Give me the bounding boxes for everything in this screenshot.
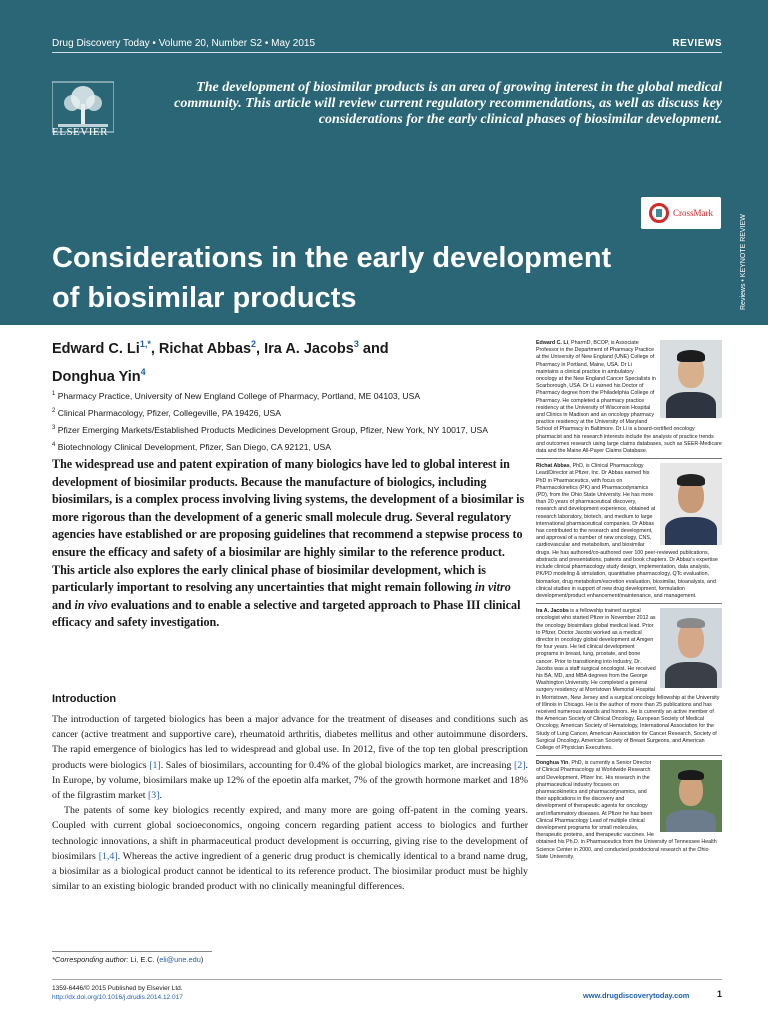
section-heading: Introduction — [52, 693, 117, 705]
page-number: 1 — [717, 989, 723, 999]
paragraph: The patents of some key biologics recently expired, and many more are going off-patent in the coming years. Coupled with current global socioeconomics, ongoing concern regarding patient access to biologics and further technologic innovations, a shift in pharmaceutical product development is occurring, giving rise to the development of biosimilars [1,4]. Whereas the active ingredient of a generic drug product is chemically identical to a brand name drug, a biosimilar as a biological product cannot be identical to its reference product. The biosimilar product must be highly similar to an existing biologic branded product with no clinically meaningful differences. — [52, 805, 528, 893]
crossmark-badge[interactable] — [641, 197, 721, 229]
author-bio: Edward C. Li, PharmD, BCOP, is Associate Professor in the Department of Pharmacy Practice at the University of New England (UNE) College of Pharmacy in Portland, Maine, USA. Dr Li maintains a clinical practice in ambulatory oncology at the New England Cancer Specialists in Scarborough, USA. Dr Li earned his Doctor of Pharmacy degree from the Philadelphia College of Pharmacy. He completed a pharmacy practice residency at the University of Wisconsin Hospital and Clinics in Madison and an oncology pharmacy practice residency at the University of Maryland School of Pharmacy in Baltimore. Dr Li is a board-certified oncology pharmacist and his research interests include the analysis of practice trends and outcomes research using large claims databases, such as SEER-Medicare data and the Maine All-Payer Claims Database. — [536, 340, 722, 455]
author-bio: Donghua Yin, PhD, is currently a Senior Director of Clinical Pharmacology at Worldwide Research and Development, Pfizer Inc. His research in the pharmaceutical industry focuses on pharmacokinetics and pharmacodynamics, and their applications in the discovery and development of therapeutic agents for oncology and inflammatory diseases. At Pfizer he has been Clinical Pharmacology Lead of multiple clinical development programs for small molecules, therapeutic proteins, and therapeutic vaccines. He obtained his Ph.D. in Pharmaceutics from the University of Tennessee Health Science Center in 2000, and conducted postdoctoral research at the Ohio State University. — [536, 760, 722, 861]
corresponding-author-note: *Corresponding author: Li, E.C. (eli@une.edu) — [52, 955, 204, 964]
author-name: Richat Abbas — [158, 340, 252, 357]
crossmark-label: CrossMark — [673, 208, 713, 218]
bio-divider — [536, 755, 722, 756]
journal-line: Drug Discovery Today • Volume 20, Number S2 • May 2015 — [52, 38, 316, 49]
header-rule — [52, 52, 722, 53]
author-bio: Richat Abbas, PhD, is Clinical Pharmacology Lead/Director at Pfizer, Inc. Dr Abbas earned his PhD in Pharmaceutics, with focus on Pharmacokinetics (PK) and Pharmacodynamics (PD), from the Ohio State University. He has more than 20 years of pharmaceutical discovery, research and development experience, obtained at research laboratory, biotech, and medium to large international pharmaceutical companies. Dr Abbas has contributed to the research and development, and approval of a number of new oncology, CNS, cardiovascular and metabolism, and biosimilar drugs. He has authored/co-authored over 100 peer-reviewed publications, abstracts and presentations, patents and book chapters. Dr Abbas's expertise include clinical pharmacology study design, implementation, data analysis, PK/PD modeling & simulation, quantitative pharmacology, QTc evaluation, biomarker, drug metabolism/excretion evaluation, biosimilar, bioanalysis, and clinical studies in support of new drug development, formulation development/product enhancement/maintenance, and management. — [536, 463, 722, 600]
footer-rule — [52, 979, 722, 980]
publisher-name: ELSEVIER — [52, 126, 108, 138]
author-photo — [660, 340, 722, 418]
author-sup[interactable]: 1,* — [139, 339, 151, 349]
affiliation: $^2$ Clinical Pharmacology, Pfizer, Collegeville, PA 19426, USA — [52, 407, 281, 418]
footnote-rule — [52, 951, 212, 952]
citation-link[interactable]: [1,4] — [98, 850, 118, 862]
author-name: Edward C. Li — [52, 340, 140, 357]
bio-divider — [536, 458, 722, 459]
crossmark-icon — [649, 203, 669, 223]
author-bios — [536, 340, 722, 861]
affiliation: $^1$ Pharmacy Practice, University of New England College of Pharmacy, Portland, ME 04103, USA — [52, 390, 421, 401]
author-name: Donghua Yin — [52, 368, 141, 385]
citation-link[interactable]: [3] — [147, 790, 160, 802]
citation-link[interactable]: [2] — [514, 759, 526, 771]
bio-divider — [536, 603, 722, 604]
author-bio: Ira A. Jacobs is a fellowship trained surgical oncologist who started Pfizer in November 2012 as the oncology biosimilars global medical lead. Prior to Pfizer, Doctor Jacobs worked as a medical director in oncology global development at Amgen for four years. He led clinical development programs in breast, lung, prostate, and bone cancer. Prior to transitioning into industry, Dr. Jacobs was a staff surgical oncologist. He received his BA, MD, and MBA degrees from the George Washington University. He completed a general surgery residency at Morristown Memorial Hospital in Morristown, New Jersey and a surgical oncology fellowship at the University of Illinois in Chicago. He is the author of more than 25 publications and has received numerous awards and honors. He is currently an active member of the American Society of Clinical Oncology, European Society of Medical Oncology, American Society of Hematology, International Association for the Study of Lung Cancer, American Association for Cancer Research, Society of Surgical Oncology, American Society of Breast Surgeons, and American College of Physician Executives. — [536, 608, 722, 752]
affiliation: $^3$ Pfizer Emerging Markets/Established Products Medicines Development Group, Pfizer, New York, NY 10017, USA — [52, 424, 488, 435]
article-teaser: The development of biosimilar products is an area of growing interest in the global medical community. This article will review current regulatory recommendations, as well as discuss key considerations for the early clinical phases of biosimilar development. — [174, 80, 722, 127]
affiliations — [52, 387, 532, 454]
email-link[interactable]: eli@une.edu — [159, 955, 201, 964]
issn-line: 1359-6446/© 2015 Published by Elsevier Ltd. http://dx.doi.org/10.1016/j.drudis.2014.12.017 — [52, 985, 183, 1001]
author-name: Ira A. Jacobs — [264, 340, 354, 357]
author-sup[interactable]: 3 — [353, 339, 359, 349]
author-sup[interactable]: 2 — [251, 339, 257, 349]
author-list: Edward C. $Li^{1,*}$, Richat Abbas$^2$, Ira A. Jacobs$^3$ and Donghua Yin$^4$ — [52, 339, 389, 385]
doi-link[interactable]: http://dx.doi.org/10.1016/j.drudis.2014.12.017 — [52, 994, 183, 1001]
abstract: The widespread use and patent expiration of many biologics have led to global interest in development of biosimilar products. Because the manufacture of biologics, including biosimilars, is a complex process involving living systems, the development of a biosimilar is more rigorous than the development of a generic small molecule drug. Several regulatory agencies have established or are proposing guidelines that recommend a stepwise process to ensure the efficacy and safety of a biosimilar are highly similar to the reference product. This article also explores the early clinical phase of biosimilar development, which is particularly important to resolving any uncertainties that might remain following in vitro and in vivo evaluations and to enable a selective and targeted approach to Phase III clinical efficacy and safety investigation. — [52, 457, 525, 630]
affiliation: $^4$ Biotechnology Clinical Development, Pfizer, San Diego, CA 92121, USA — [52, 441, 331, 452]
body-text — [52, 712, 528, 894]
author-photo — [660, 463, 722, 545]
author-photo — [660, 608, 722, 688]
side-tab-label: Reviews • KEYNOTE REVIEW — [740, 214, 747, 310]
author-sup[interactable]: 4 — [140, 366, 146, 377]
section-label: REVIEWS — [672, 38, 722, 49]
author-photo — [660, 760, 722, 832]
article-title: Considerations in the early development of biosimilar products — [52, 242, 612, 314]
citation-link[interactable]: [1] — [149, 759, 161, 771]
authors-and: and — [362, 340, 389, 357]
side-tab — [740, 190, 762, 310]
header-band — [0, 0, 768, 325]
journal-site-link[interactable]: www.drugdiscoverytoday.com — [583, 991, 690, 1000]
paragraph: The introduction of targeted biologics has been a major advance for the treatment of diseases and conditions such as cancer (active treatment and supportive care), rheumatoid arthritis, diabetes mellitus and other autoimmune disorders. The rapid emergence of biologics has led to widespread and global use. In 2012, five of the top ten global prescription products were biologics [1]. Sales of biosimilars, accounting for 0.4% of the global biologics market, are increasing [2]. In Europe, by volume, biosimilars make up 12% of the epoetin alfa market, 7% of the growth hormone market and 18% of the filgrastim market [3]. — [52, 714, 528, 802]
